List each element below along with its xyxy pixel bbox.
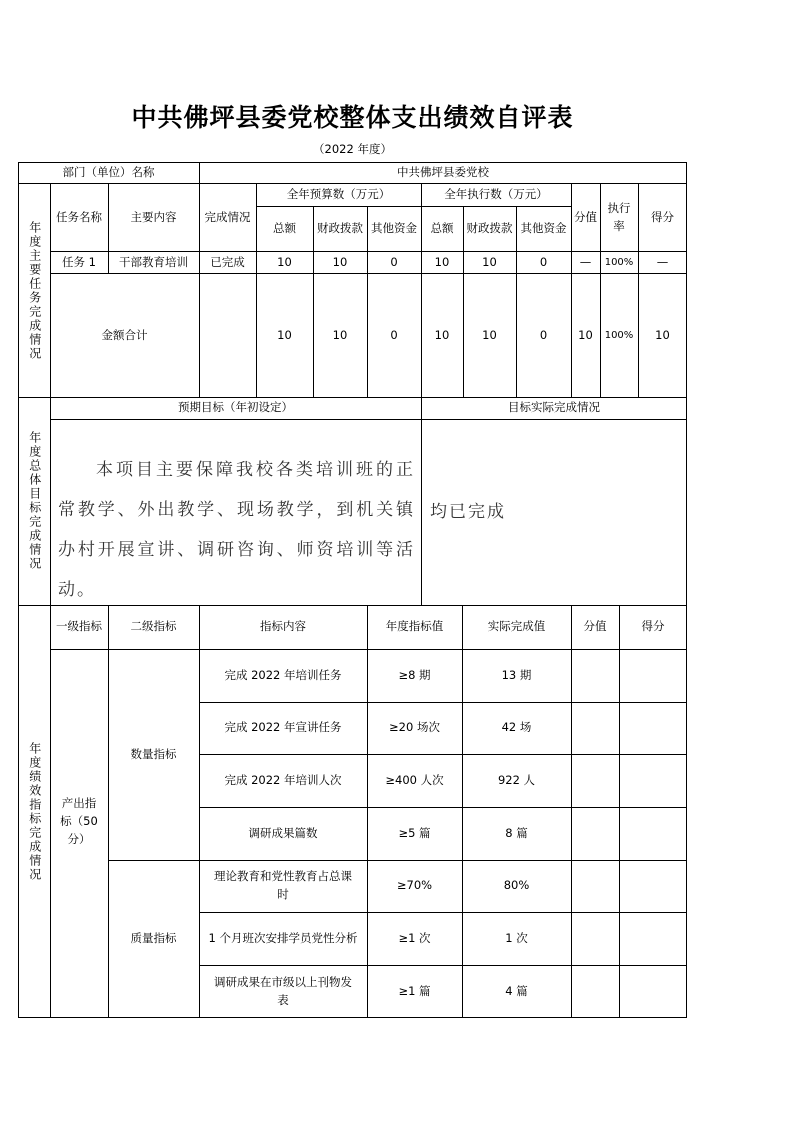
kpi-target: ≥400 人次 [385,772,444,787]
dept-value: 中共佛坪县委党校 [397,165,489,180]
header-score: 得分 [651,210,674,225]
header-status: 完成情况 [204,210,251,225]
header-exec-group: 全年执行数（万元） [444,187,548,202]
kpi-content: 完成 2022 年培训人次 [224,772,342,787]
score-cell: — [656,255,669,270]
level2-quantity: 数量指标 [130,746,177,761]
kpi-content: 调研成果在市级以上刊物发表 [214,974,352,1007]
exec-rate-cell: 100% [604,257,634,269]
level1-output-indicator: 产出指标（50分） [60,796,98,846]
kpi-actual: 8 篇 [505,825,528,840]
header-main-content: 主要内容 [130,210,177,225]
kpi-actual: 42 场 [501,720,532,735]
sum-exec-rate: 100% [604,329,634,341]
kpi-actual: 922 人 [497,772,536,787]
sum-score: 10 [655,327,670,342]
header-kpi-score: 得分 [641,619,665,634]
kpi-target: ≥8 期 [398,667,431,682]
kpi-content: 理论教育和党性教育占总课时 [214,869,352,901]
header-budget-total: 总额 [273,221,296,236]
sum-exec-total: 10 [434,327,450,342]
evaluation-table [18,162,687,1018]
section-goal-side-label: 年度总体目标完成情况 [27,431,42,571]
sum-exec-fiscal: 10 [482,327,497,342]
kpi-content: 完成 2022 年培训任务 [224,667,342,682]
header-task-name: 任务名称 [56,210,102,225]
kpi-content: 调研成果篇数 [248,825,318,840]
kpi-actual: 13 期 [501,667,532,682]
section-task-side-label: 年度主要任务完成情况 [27,220,42,361]
kpi-actual: 1 次 [505,930,528,945]
budget-other-cell: 0 [390,255,398,270]
kpi-target: ≥1 篇 [398,983,431,998]
actual-goal-text: 均已完成 [430,502,506,522]
header-exec-fiscal: 财政拨款 [466,221,513,236]
section-kpi-side-label: 年度绩效指标完成情况 [27,741,42,882]
header-budget-other: 其他资金 [371,221,417,236]
task-name-cell: 任务 1 [62,255,96,270]
kpi-content: 1 个月班次安排学员党性分析 [208,930,358,945]
header-kpi-score-value: 分值 [583,619,607,634]
kpi-content: 完成 2022 年宣讲任务 [224,720,342,735]
header-level2: 二级指标 [130,619,177,634]
header-exec-other: 其他资金 [520,221,567,236]
task-content-cell: 干部教育培训 [119,255,188,270]
header-budget-fiscal: 财政拨款 [317,221,363,236]
actual-goal-header: 目标实际完成情况 [508,400,600,415]
kpi-actual: 4 篇 [505,983,528,998]
document-subtitle: （2022 年度） [313,142,392,156]
exec-other-cell: 0 [539,255,548,270]
exec-total-cell: 10 [434,255,450,270]
sum-budget-other: 0 [390,327,398,342]
sum-exec-other: 0 [539,327,548,342]
kpi-target: ≥1 次 [398,930,431,945]
sum-label: 金额合计 [101,327,148,342]
sum-score-value: 10 [578,327,593,342]
kpi-actual: 80% [503,878,530,893]
kpi-target: ≥5 篇 [398,825,431,840]
sum-budget-total: 10 [277,327,292,342]
document-title: 中共佛坪县委党校整体支出绩效自评表 [131,103,574,132]
exec-fiscal-cell: 10 [482,255,497,270]
dept-label: 部门（单位）名称 [62,165,155,180]
task-status-cell: 已完成 [210,255,245,270]
score-value-cell: — [579,255,592,270]
header-exec-total: 总额 [430,221,454,236]
header-exec-rate: 执行率 [607,201,631,233]
kpi-target: ≥70% [396,878,433,893]
budget-total-cell: 10 [277,255,292,270]
kpi-target: ≥20 场次 [389,720,440,735]
header-actual-value: 实际完成值 [487,619,546,634]
level2-quality: 质量指标 [130,931,177,946]
header-indicator-content: 指标内容 [260,619,306,634]
header-annual-target: 年度指标值 [385,619,444,634]
header-budget-group: 全年预算数（万元） [286,187,391,202]
expected-goal-header: 预期目标（年初设定） [178,400,293,415]
expected-goal-text: 本项目主要保障我校各类培训班的正常教学、外出教学、现场教学，到机关镇办村开展宣讲、调研咨询、师资培训等活动。 [58,460,415,600]
sum-budget-fiscal: 10 [332,327,348,342]
budget-fiscal-cell: 10 [332,255,348,270]
header-score-value: 分值 [574,210,597,225]
header-level1: 一级指标 [56,619,102,634]
